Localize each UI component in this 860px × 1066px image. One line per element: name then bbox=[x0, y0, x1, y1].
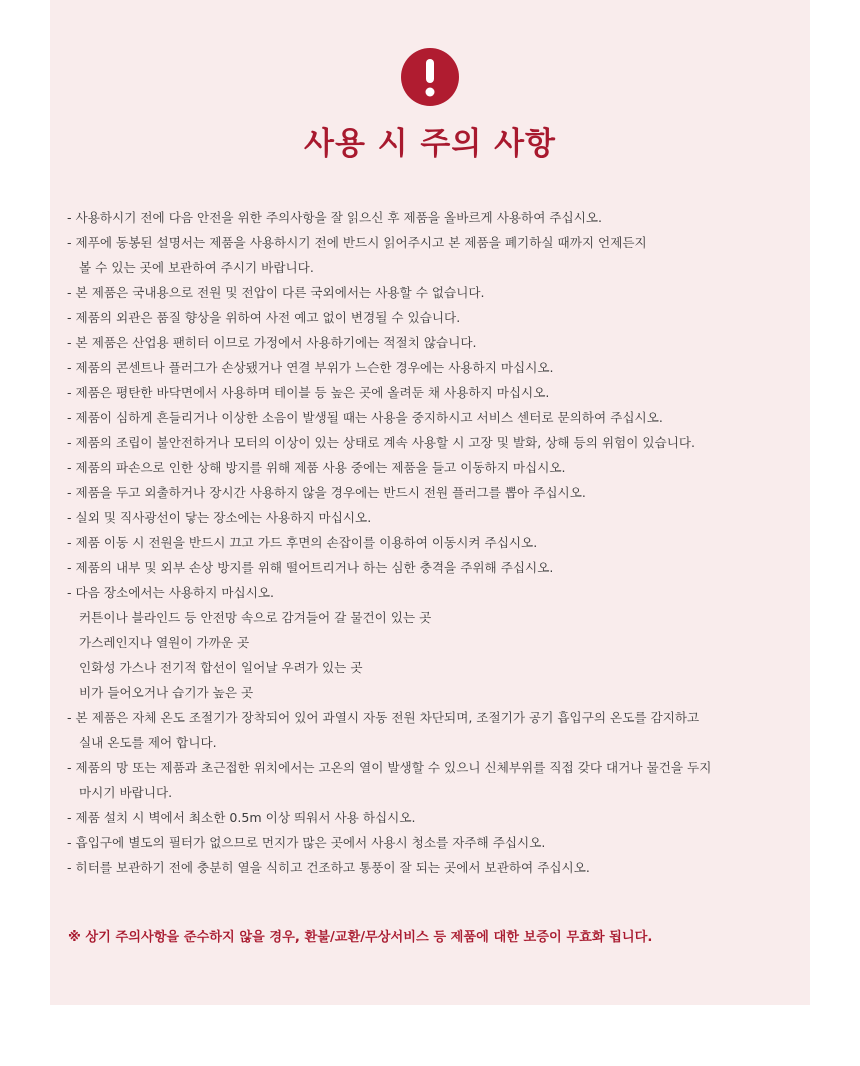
caution-note-line: - 제품 이동 시 전원을 반드시 끄고 가드 후면의 손잡이를 이용하여 이동시켜 주십시오. bbox=[67, 535, 538, 550]
caution-note-line: - 본 제품은 산업용 팬히터 이므로 가정에서 사용하기에는 적절치 않습니다. bbox=[67, 335, 477, 350]
caution-note-line: - 제품 설치 시 벽에서 최소한 0.5m 이상 띄워서 사용 하십시오. bbox=[67, 810, 416, 825]
caution-note-line: 가스레인지나 열원이 가까운 곳 bbox=[67, 635, 250, 650]
caution-note-line: 인화성 가스나 전기적 합선이 일어날 우려가 있는 곳 bbox=[67, 660, 363, 675]
exclamation-icon bbox=[401, 48, 459, 106]
caution-note-line: - 제품의 망 또는 제품과 초근접한 위치에서는 고온의 열이 발생할 수 있으니 신체부위를 직접 갖다 대거나 물건을 두지 bbox=[67, 760, 712, 775]
caution-note-line: - 제품의 조립이 불안전하거나 모터의 이상이 있는 상태로 계속 사용할 시 고장 및 발화, 상해 등의 위험이 있습니다. bbox=[67, 435, 696, 450]
caution-note-line: - 제품의 콘센트나 플러그가 손상됐거나 연결 부위가 느슨한 경우에는 사용하지 마십시오. bbox=[67, 360, 554, 375]
caution-note-line: - 제품의 외관은 품질 향상을 위하여 사전 예고 없이 변경될 수 있습니다. bbox=[67, 310, 461, 325]
caution-note-line: - 제품이 심하게 흔들리거나 이상한 소음이 발생될 때는 사용을 중지하시고 서비스 센터로 문의하여 주십시오. bbox=[67, 410, 663, 425]
caution-note-line: - 제품의 내부 및 외부 손상 방지를 위해 떨어트리거나 하는 심한 충격을 주위해 주십시오. bbox=[67, 560, 554, 575]
caution-note-line: - 본 제품은 자체 온도 조절기가 장착되어 있어 과열시 자동 전원 차단되며, 조절기가 공기 흡입구의 온도를 감지하고 bbox=[67, 710, 700, 725]
caution-notes-list bbox=[67, 205, 807, 880]
caution-note-line: - 제품은 평탄한 바닥면에서 사용하며 테이블 등 높은 곳에 올려둔 채 사용하지 마십시오. bbox=[67, 385, 550, 400]
caution-note-line: - 실외 및 직사광선이 닿는 장소에는 사용하지 마십시오. bbox=[67, 510, 372, 525]
caution-note-line: 마시기 바랍니다. bbox=[67, 785, 173, 800]
caution-note-line: 실내 온도를 제어 합니다. bbox=[67, 735, 217, 750]
page-title: 사용 시 주의 사항 bbox=[304, 126, 556, 162]
caution-note-line: - 사용하시기 전에 다음 안전을 위한 주의사항을 잘 읽으신 후 제품을 올바르게 사용하여 주십시오. bbox=[67, 210, 603, 225]
caution-note-line: 볼 수 있는 곳에 보관하여 주시기 바랍니다. bbox=[67, 260, 314, 275]
caution-note-line: - 히터를 보관하기 전에 충분히 열을 식히고 건조하고 통풍이 잘 되는 곳에서 보관하여 주십시오. bbox=[67, 860, 590, 875]
caution-note-line: - 흡입구에 별도의 필터가 없으므로 먼지가 많은 곳에서 사용시 청소를 자주해 주십시오. bbox=[67, 835, 546, 850]
caution-note-line: - 본 제품은 국내용으로 전원 및 전압이 다른 국외에서는 사용할 수 없습니다. bbox=[67, 285, 485, 300]
caution-note-line: - 제품의 파손으로 인한 상해 방지를 위해 제품 사용 중에는 제품을 들고 이동하지 마십시오. bbox=[67, 460, 566, 475]
warranty-warning: ※ 상기 주의사항을 준수하지 않을 경우, 환불/교환/무상서비스 등 제품에 대한 보증이 무효화 됩니다. bbox=[68, 930, 653, 945]
caution-note-line: 커튼이나 블라인드 등 안전망 속으로 감겨들어 갈 물건이 있는 곳 bbox=[67, 610, 432, 625]
caution-note-line: - 제품을 두고 외출하거나 장시간 사용하지 않을 경우에는 반드시 전원 플러그를 뽑아 주십시오. bbox=[67, 485, 586, 500]
caution-note-line: - 다음 장소에서는 사용하지 마십시오. bbox=[67, 585, 275, 600]
caution-note-line: - 제푸에 동봉된 설명서는 제품을 사용하시기 전에 반드시 읽어주시고 본 제품을 폐기하실 때까지 언제든지 bbox=[67, 235, 647, 250]
caution-note-line: 비가 들어오거나 습기가 높은 곳 bbox=[67, 685, 254, 700]
